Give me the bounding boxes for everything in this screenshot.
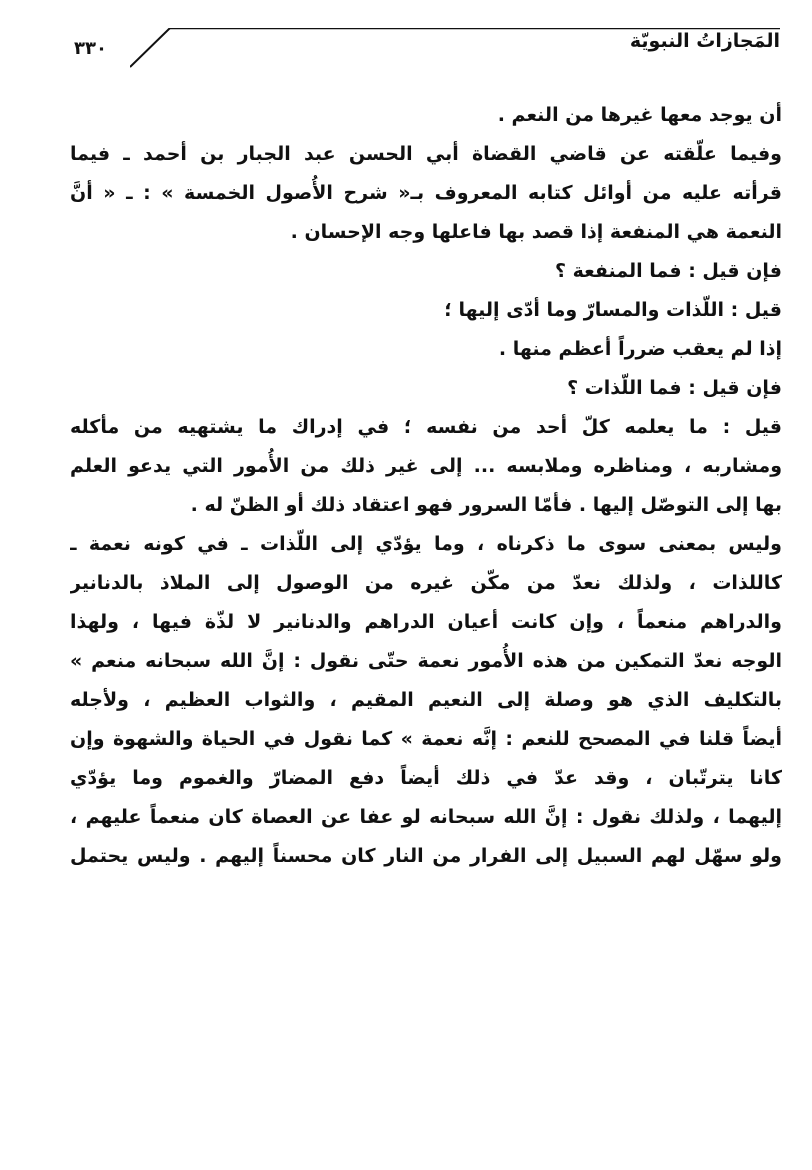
text-line: إذا لم يعقب ضرراً أعظم منها . <box>498 338 782 360</box>
text-line: قيل : ما يعلمه كلّ أحد من نفسه ؛ في إدراك ما يشتهيه من مأكله <box>70 416 782 438</box>
text-line: النعمة هي المنفعة إذا قصد بها فاعلها وجه الإحسان . <box>290 221 782 243</box>
text-line: الوجه نعدّ التمكين من هذه الأُمور نعمة حتّى نقول : إنَّ الله سبحانه منعم » <box>70 650 782 672</box>
text-line: وليس بمعنى سوى ما ذكرناه ، وما يؤدّي إلى اللّذات ـ في كونه نعمة ـ <box>70 533 782 555</box>
text-line: ولو سهّل لهم السبيل إلى الفرار من النار كان محسناً إليهم . وليس يحتمل <box>70 845 782 867</box>
page-header <box>70 28 780 68</box>
text-line: وفيما علّقته عن قاضي القضاة أبي الحسن عبد الجبار بن أحمد ـ فيما <box>70 143 782 165</box>
text-line: قيل : اللّذات والمسارّ وما أدّى إليها ؛ <box>444 299 782 321</box>
text-line: فإن قيل : فما المنفعة ؟ <box>554 260 782 282</box>
text-line: كانا يترتّبان ، وقد عدّ في ذلك أيضاً دفع المضارّ والغموم وما يؤدّي <box>70 767 782 789</box>
text-line: أن يوجد معها غيرها من النعم . <box>497 104 782 126</box>
text-line: ومشاربه ، ومناظره وملابسه ... إلى غير ذلك من الأُمور التي يدعو العلم <box>70 455 782 477</box>
text-line: أيضاً قلنا في المصحح للنعم : إنَّه نعمة » كما نقول في الحياة والشهوة وإن <box>70 728 782 750</box>
text-line: بها إلى التوصّل إليها . فأمّا السرور فهو اعتقاد ذلك أو الظنّ له . <box>190 494 782 516</box>
body-text <box>70 96 782 876</box>
text-line: والدراهم منعماً ، وإن كانت أعيان الدراهم والدنانير لا لذّة فيها ، ولهذا <box>70 611 782 633</box>
text-line: كاللذات ، ولذلك نعدّ من مكّن غيره من الوصول إلى الملاذ بالدنانير <box>70 572 782 594</box>
text-line: قرأته عليه من أوائل كتابه المعروف بـ« شرح الأُصول الخمسة » : ـ « أنَّ <box>70 182 782 204</box>
text-line: بالتكليف الذي هو وصلة إلى النعيم المقيم ، والثواب العظيم ، ولأجله <box>70 689 782 711</box>
text-line: فإن قيل : فما اللّذات ؟ <box>567 377 782 399</box>
page-number: ٣٣٠ <box>74 38 107 59</box>
running-title: المَجازاتُ النبويّة <box>629 30 780 52</box>
text-line: إليهما ، ولذلك نقول : إنَّ الله سبحانه لو عفا عن العصاة كان منعماً عليهم ، <box>70 806 782 828</box>
